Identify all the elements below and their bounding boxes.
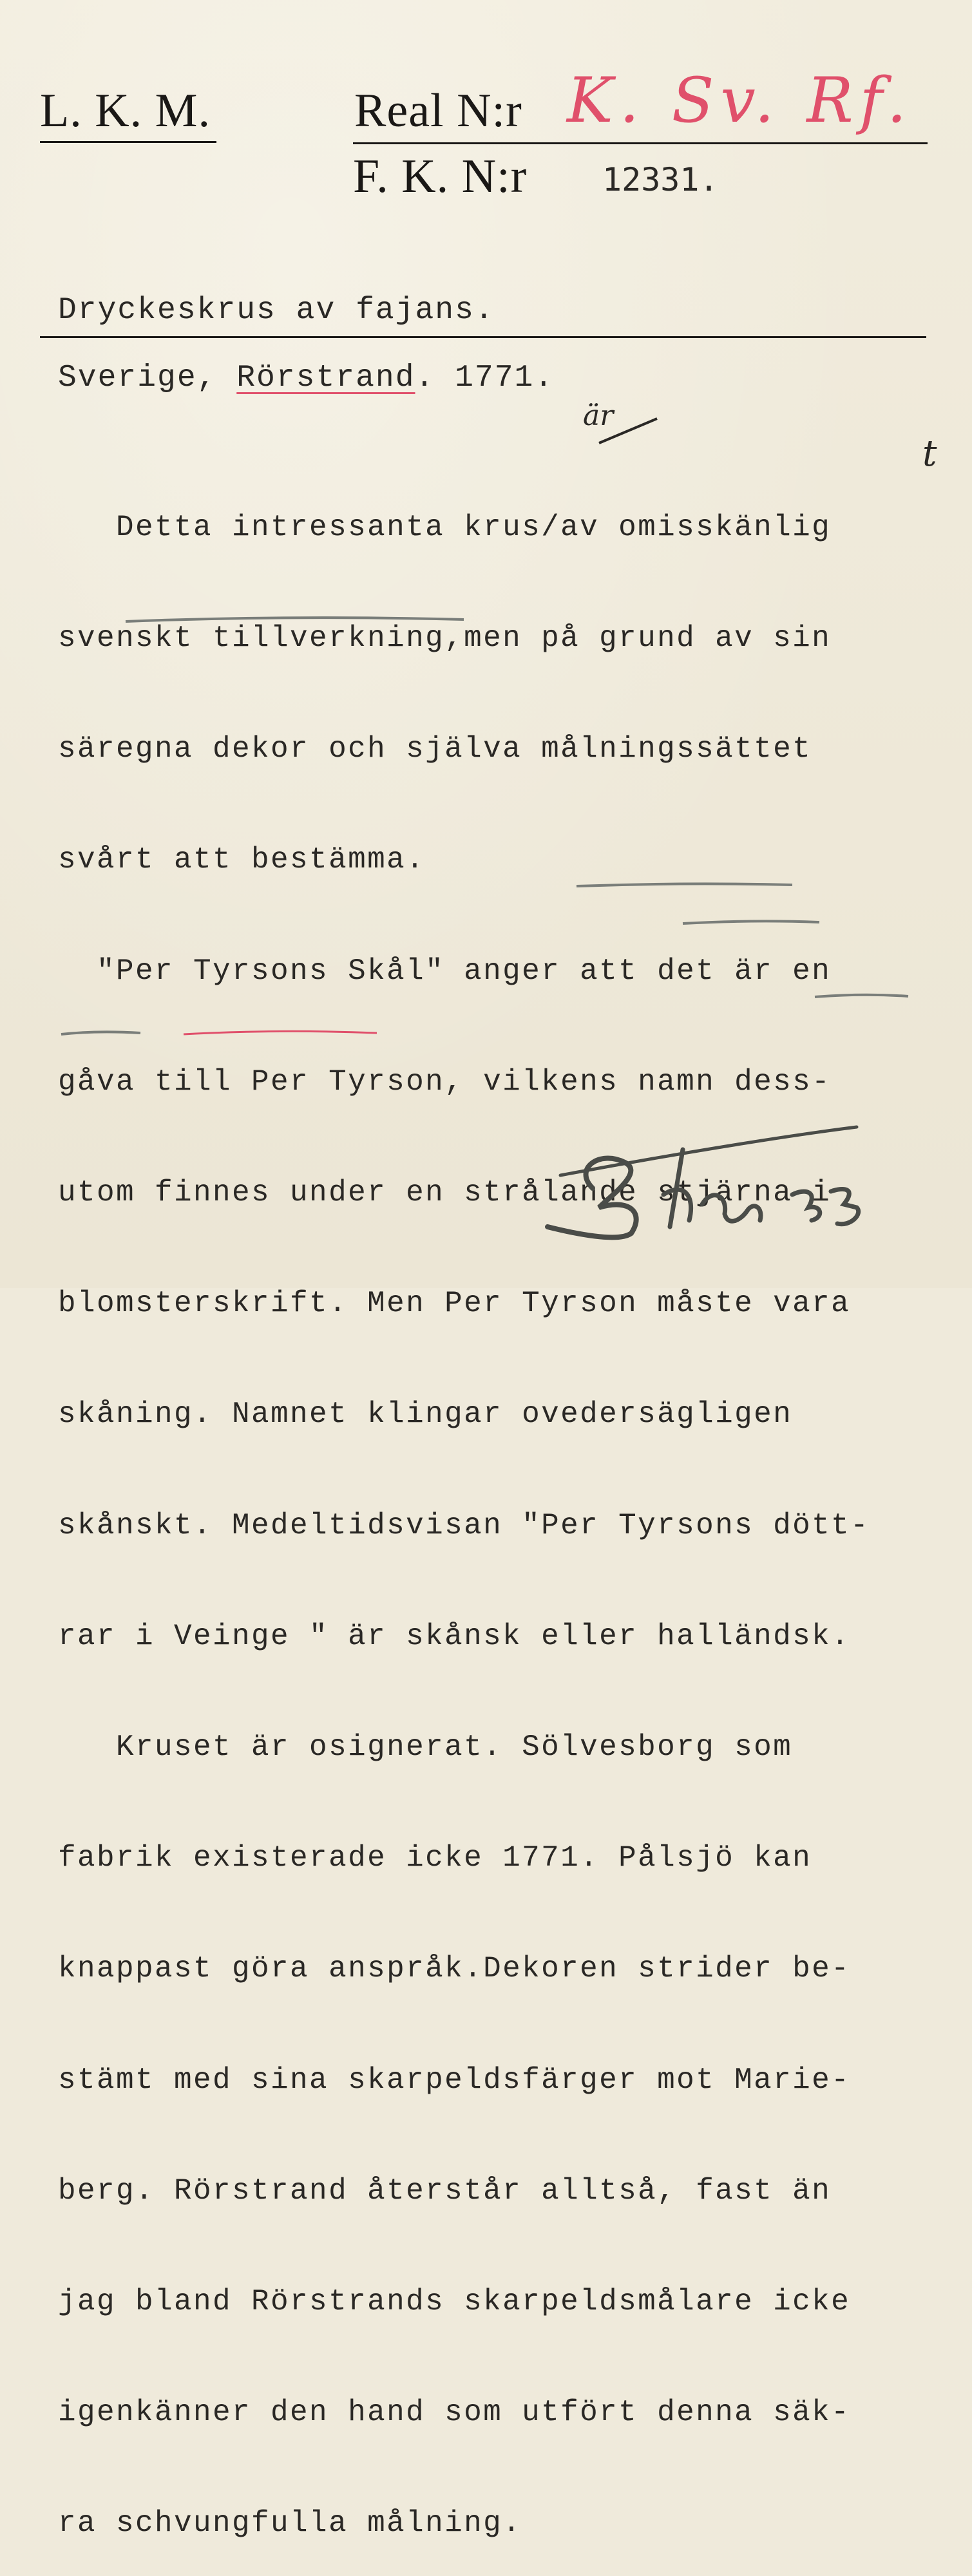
body-line: rar i Veinge " är skånsk eller halländsk. [58,1619,851,1653]
body-line: stämt med sina skarpeldsfärger mot Marie- [58,2063,851,2097]
real-number-label: Real N:r [354,84,522,137]
origin-suffix: . 1771. [415,361,555,395]
body-line: knappast göra anspråk.Dekoren strider be- [58,1952,851,1986]
insertion-t: t [922,433,937,475]
body-line: ra schvungfulla målning. [58,2506,522,2541]
insertion-ar: är [583,399,614,432]
fk-number-label: F. K. N:r [353,150,528,203]
body-line: skåning. Namnet klingar ovedersägligen [58,1397,793,1432]
body-line: svårt att bestämma. [58,843,426,877]
body-line: skånskt. Medeltidsvisan "Per Tyrsons dött- [58,1508,870,1542]
body-line: berg. Rörstrand återstår alltså, fast än [58,2174,832,2208]
body-line: jag bland Rörstrands skarpeldsmålare icke [58,2285,851,2319]
lkm-rule [40,141,216,143]
lkm-label: L. K. M. [40,84,211,137]
document-title: Dryckeskrus av fajans. [58,293,495,328]
body-line: Detta intressanta krus/av omisskänlig [58,510,832,544]
origin-line [58,361,554,395]
title-rule [40,336,926,338]
real-number-handwritten: K. Sv. Rf. [567,64,913,137]
body-line: blomsterskrift. Men Per Tyrson måste vara [58,1287,851,1321]
body-line: utom finnes under en strålande stjärna i [58,1176,832,1210]
body-line: igenkänner den hand som utfört denna säk- [58,2396,851,2430]
signature [535,1124,895,1246]
body-line: säregna dekor och själva målningssättet [58,732,812,766]
body-line: gåva till Per Tyrson, vilkens namn dess- [58,1065,832,1099]
body-text [58,435,870,2576]
body-line: svenskt tillverkning,men på grund av sin [58,621,832,656]
body-line: Kruset är osignerat. Sölvesborg som [58,1730,793,1765]
origin-place: Rörstrand [236,361,415,395]
real-number-rule [353,142,928,144]
origin-prefix: Sverige, [58,361,237,395]
body-line: "Per Tyrsons Skål" anger att det är en [58,954,832,988]
body-line: fabrik existerade icke 1771. Pålsjö kan [58,1841,812,1875]
fk-number-value: 12331. [602,161,719,198]
